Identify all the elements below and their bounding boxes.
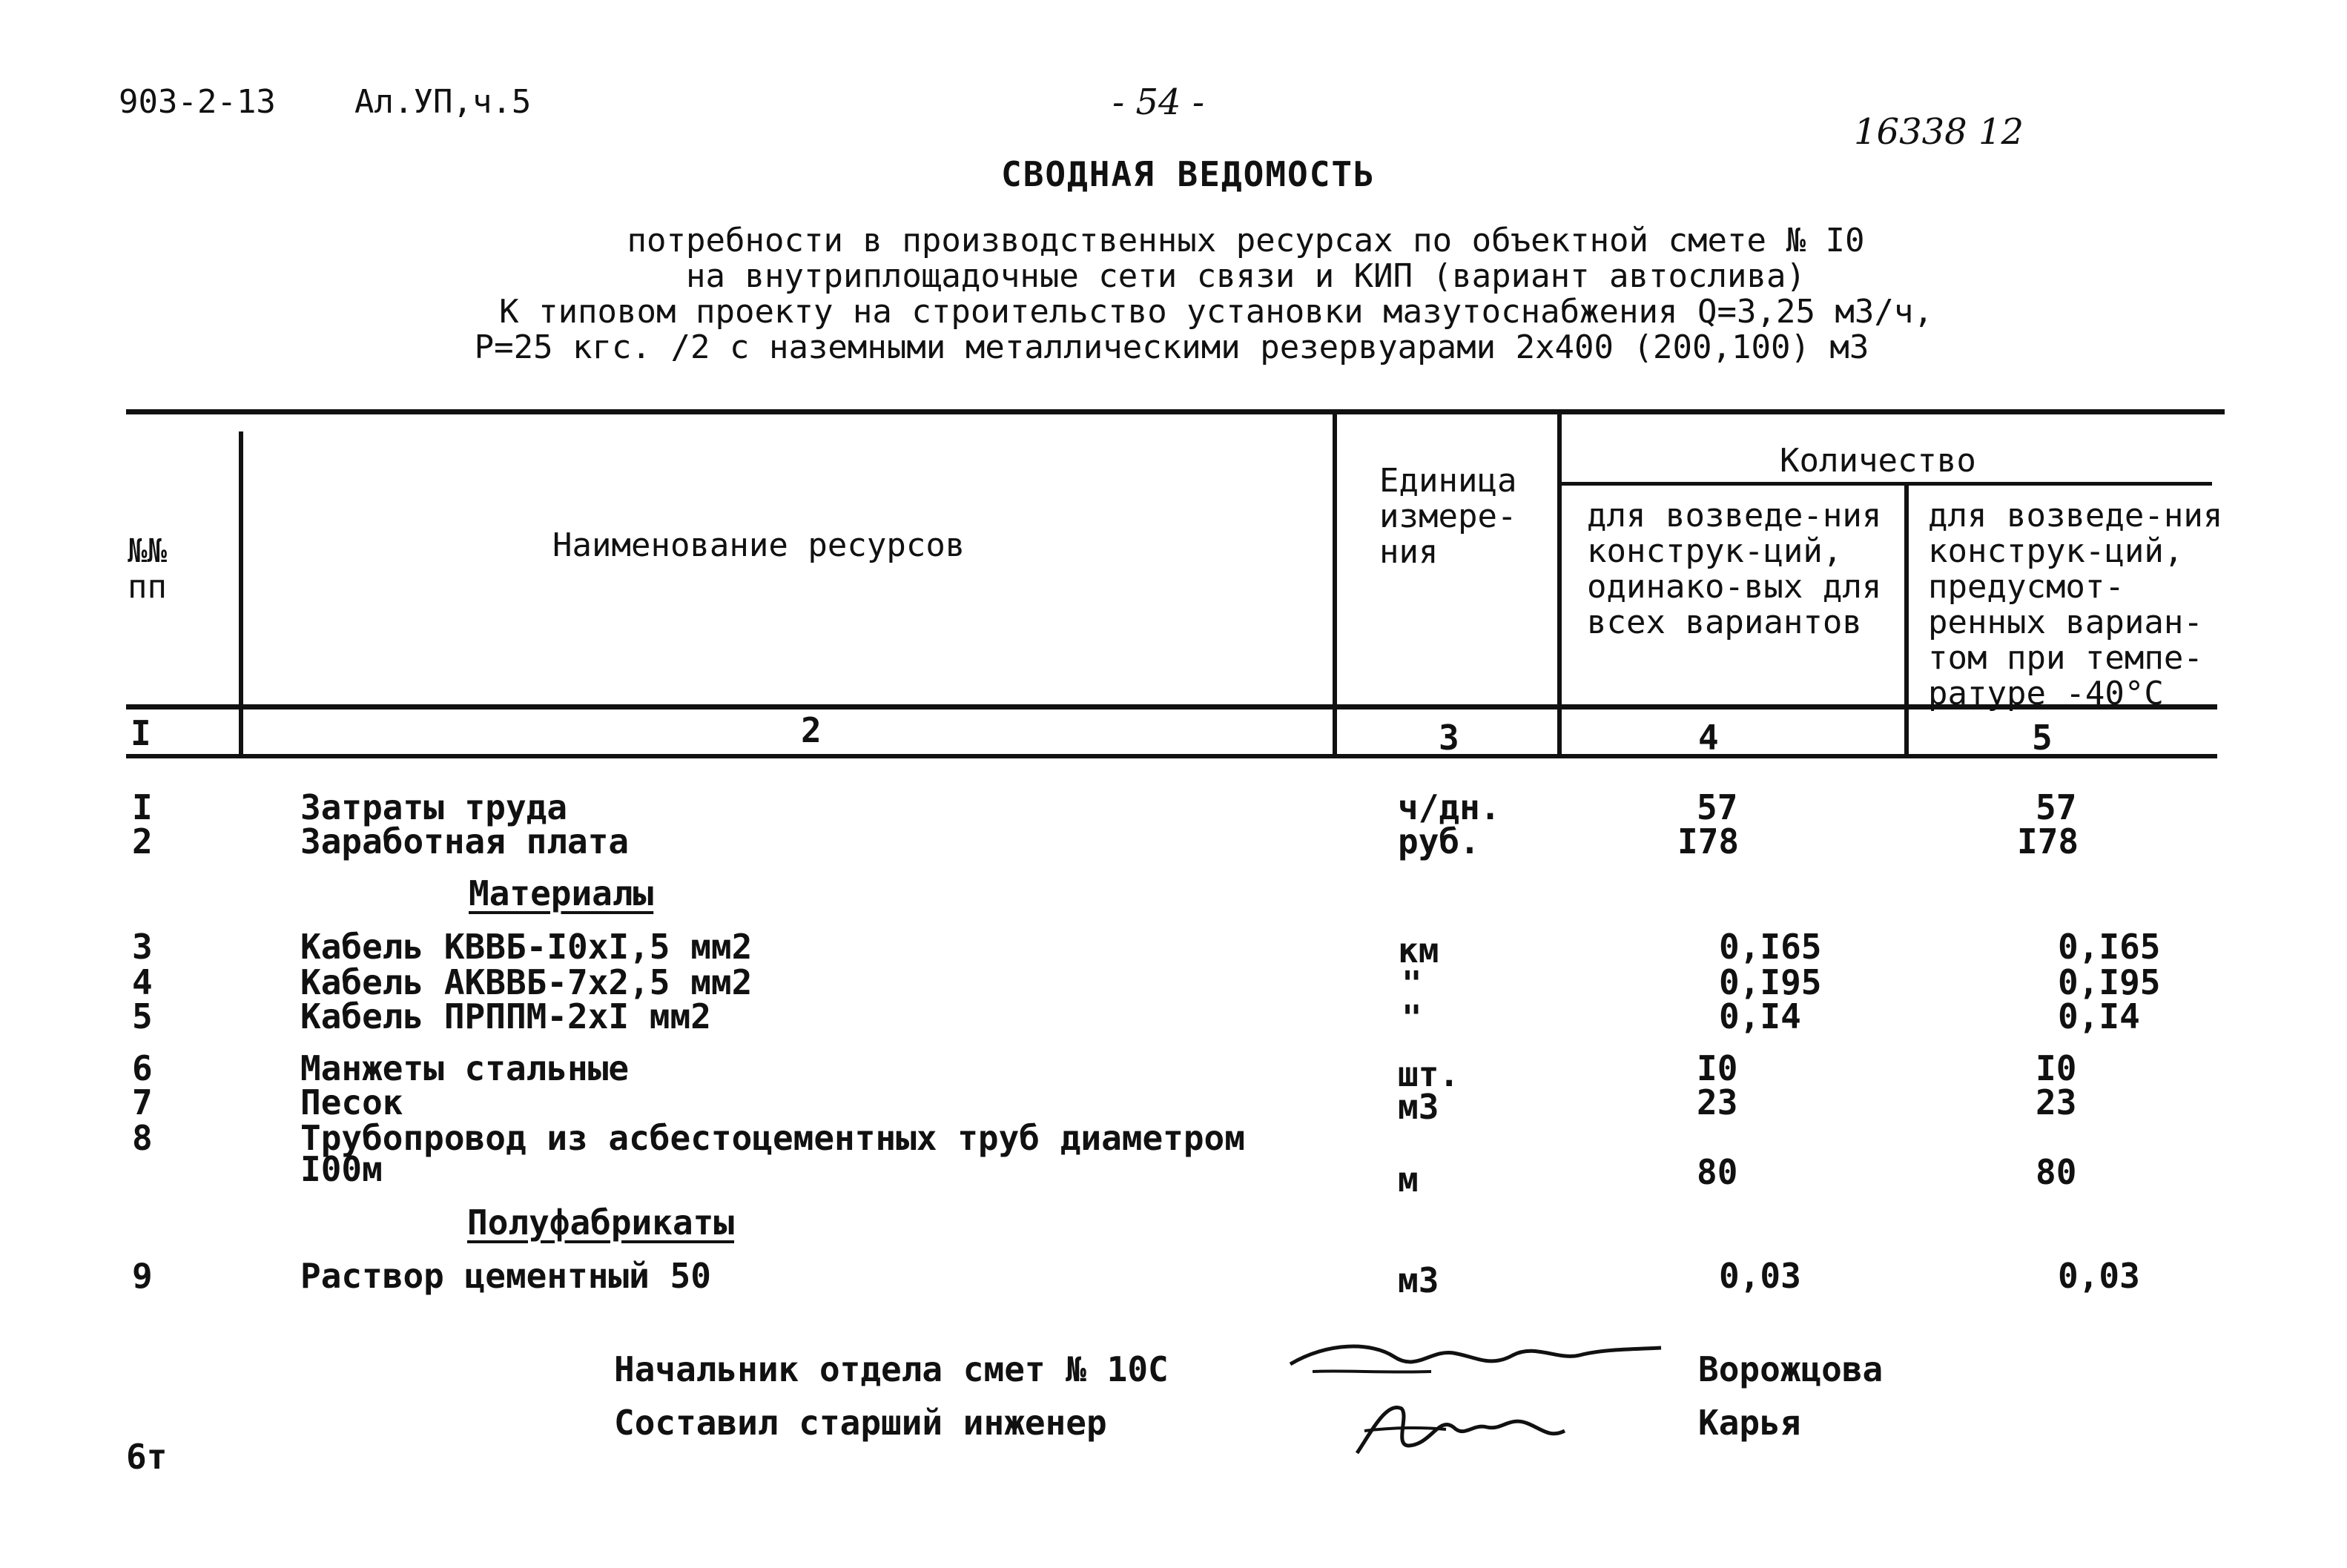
subtitle-line-4: Р=25 кгс. /2 с наземными металлическими резервуарами 2х400 (200,100) м3 [474,328,1869,366]
subtitle-line-2: на внутриплощадочные сети связи и КИП (вариант автослива) [686,257,1806,295]
row-6-name: Манжеты стальные [300,1048,630,1088]
row-3-name: Кабель КВВБ-I0хI,5 мм2 [300,927,753,967]
header-name: Наименование ресурсов [552,526,965,564]
handwritten-signature-1 [1283,1327,1668,1386]
section-semi-finished: Полуфабрикаты [467,1203,735,1243]
row-7-num: 7 [132,1082,153,1122]
row-6-num: 6 [132,1048,153,1088]
row-3-qty2: 0,I65 [2058,927,2161,967]
row-4-qty1: 0,I95 [1719,962,1822,1002]
row-2-num: 2 [132,821,153,861]
subtitle-line-1: потребности в производственных ресурсах по объектной смете № I0 [627,222,1865,259]
row-2-name: Заработная плата [300,821,630,861]
colnum-3: 3 [1439,718,1459,758]
row-8-qty1: 80 [1697,1152,1738,1192]
page-number: - 54 - [1112,82,1205,123]
row-8-name: Трубопровод из асбестоцементных труб диаметром [300,1118,1245,1158]
row-9-qty2: 0,03 [2058,1256,2140,1296]
row-7-name: Песок [300,1082,403,1122]
subtitle-line-3: К типовом проекту на строительство установки мазутоснабжения Q=3,25 м3/ч, [499,293,1933,331]
row-4-name: Кабель АКВВБ-7х2,5 мм2 [300,962,753,1002]
row-6-qty1: I0 [1697,1048,1738,1088]
row-8-name-cont: I00м [300,1149,383,1189]
row-9-name: Раствор цементный 50 [300,1256,711,1296]
page-title: СВОДНАЯ ВЕДОМОСТЬ [1001,154,1376,194]
colnum-bottom-rule [126,754,2217,758]
row-4-unit: " [1402,964,1422,1004]
row-9-qty1: 0,03 [1719,1256,1801,1296]
header-qty-all-variants: для возведе-ния конструк-ций, одинако-вых для всех вариантов [1587,497,1882,641]
header-unit: Единица измере-ния [1379,462,1517,571]
row-4-num: 4 [132,962,153,1002]
row-1-name: Затраты труда [300,787,568,827]
header-qty-variant-40: для возведе-ния конструк-ций, предусмот-ренных вариан-том при темпе-ратуре -40°С [1928,497,2223,712]
row-3-num: 3 [132,927,153,967]
row-5-unit: " [1402,998,1422,1038]
signature-name-1: Ворожцова [1698,1349,1884,1389]
signature-role-1: Начальник отдела смет № 10С [614,1349,1169,1389]
album-ref: Ал.УП,ч.5 [354,83,532,121]
header-quantity: Количество [1780,442,1976,480]
row-6-qty2: I0 [2036,1048,2077,1088]
row-5-num: 5 [132,996,153,1036]
colnum-5: 5 [2032,718,2053,758]
table-top-rule [126,409,2225,414]
row-1-qty1: 57 [1697,787,1738,827]
handwritten-signature-2 [1350,1386,1572,1468]
row-1-unit: ч/дн. [1398,787,1501,827]
signature-name-2: Карья [1698,1403,1801,1443]
col-divider-4 [1904,482,1909,758]
row-5-qty2: 0,I4 [2058,996,2140,1036]
colnum-2: 2 [801,710,822,750]
colnum-1: I [131,713,151,753]
row-1-num: I [132,787,153,827]
qty-subheader-rule [1559,482,2212,486]
row-4-qty2: 0,I95 [2058,962,2161,1002]
doc-code: 903-2-13 [119,83,276,121]
row-8-num: 8 [132,1118,153,1158]
inventory-number: 16338 12 [1854,111,2024,153]
row-2-unit: руб. [1398,821,1480,861]
footer-mark: 6т [126,1437,168,1477]
row-2-qty1: I78 [1677,821,1740,861]
row-7-unit: м3 [1398,1087,1439,1127]
row-9-num: 9 [132,1256,153,1296]
row-1-qty2: 57 [2036,787,2077,827]
row-8-unit: м [1398,1160,1419,1200]
section-materials: Материалы [469,873,654,913]
row-7-qty2: 23 [2036,1082,2077,1122]
signature-role-2: Составил старший инженер [614,1403,1107,1443]
row-7-qty1: 23 [1697,1082,1738,1122]
row-5-name: Кабель ПРППМ-2хI мм2 [300,996,711,1036]
row-5-qty1: 0,I4 [1719,996,1801,1036]
row-3-qty1: 0,I65 [1719,927,1822,967]
row-2-qty2: I78 [2017,821,2079,861]
row-3-unit: км [1398,930,1439,970]
row-8-qty2: 80 [2036,1152,2077,1192]
header-bottom-rule [126,704,2217,709]
header-num: №№ пп [128,532,167,606]
row-9-unit: м3 [1398,1260,1439,1300]
colnum-4: 4 [1698,718,1719,758]
row-6-unit: шт. [1398,1054,1460,1094]
